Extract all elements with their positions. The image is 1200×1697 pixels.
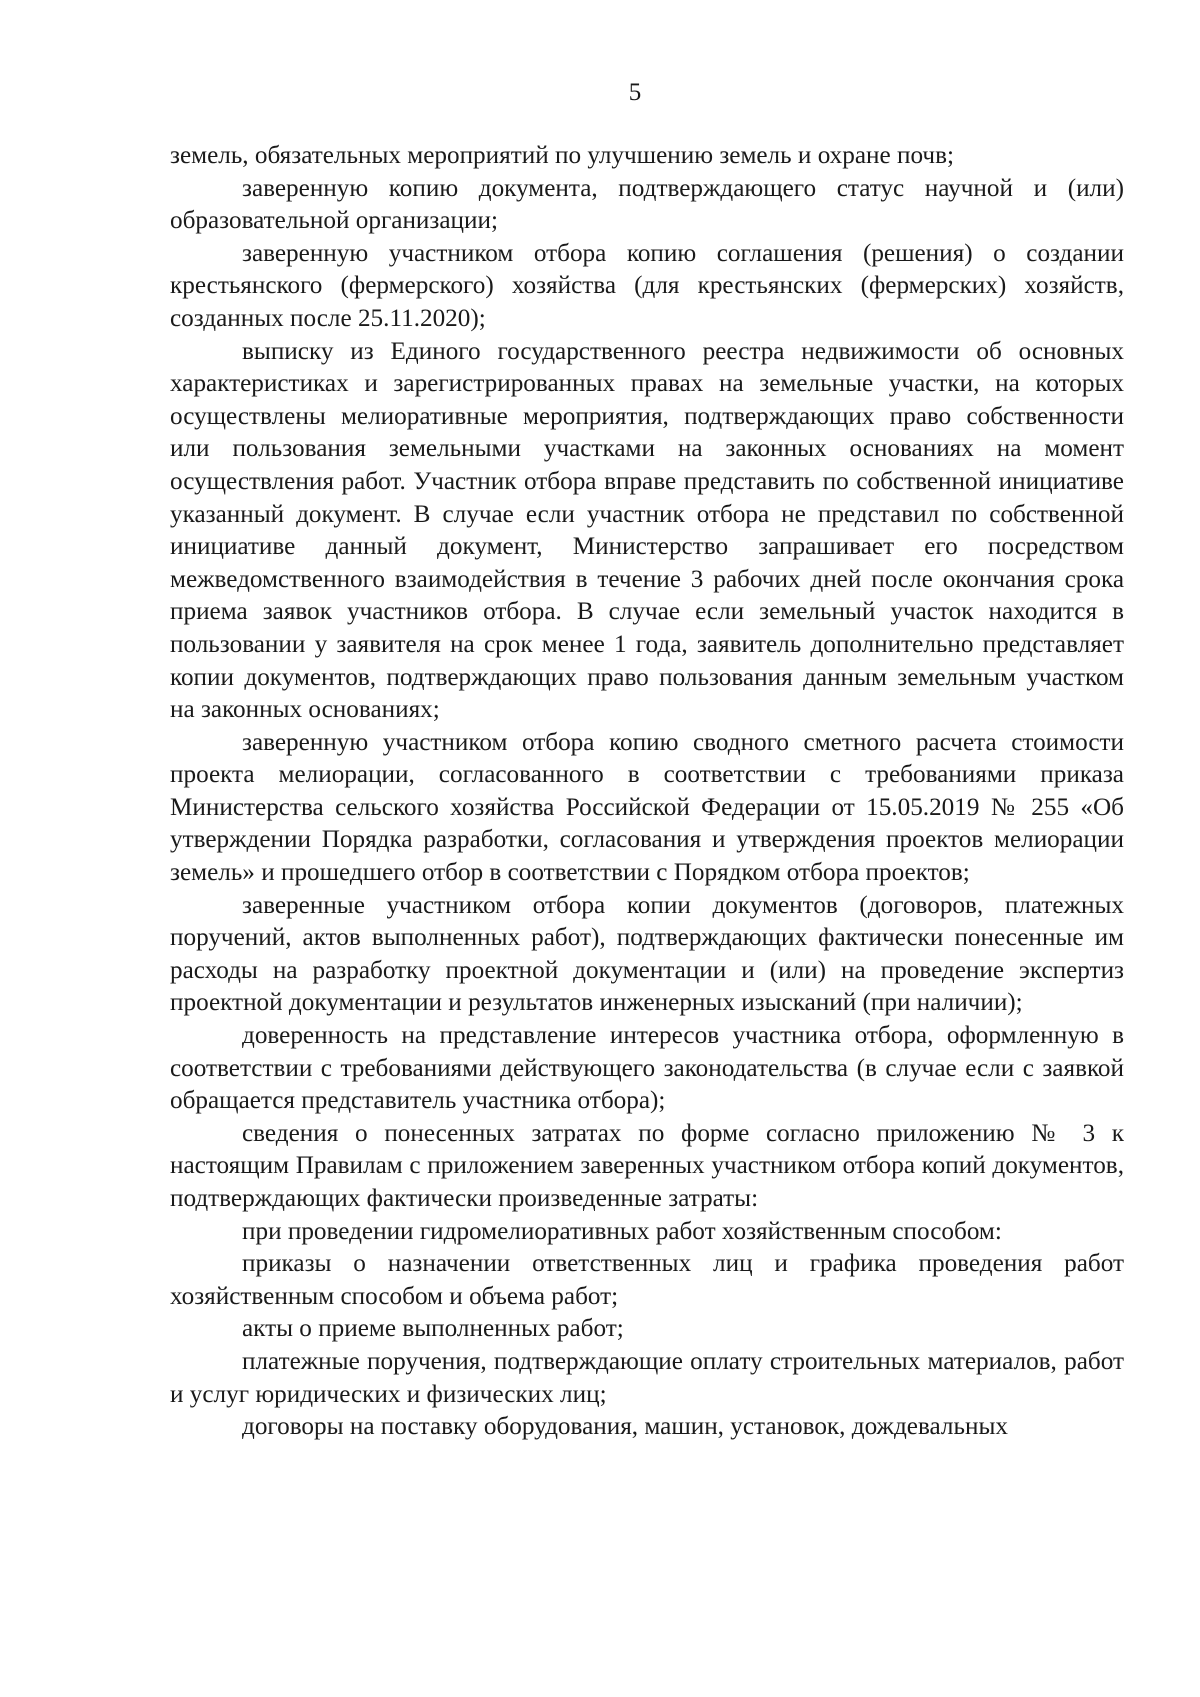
paragraph-incurred-costs: сведения о понесенных затратах по форме согласно приложению № 3 к настоящим Правилам с приложением заверенных участником отбора копий документов, подтверждающих фактически произведенные затраты: (170, 1119, 1124, 1212)
document-body (170, 140, 1124, 1444)
paragraph-certified-copy-status: заверенную копию документа, подтверждающего статус научной и (или) образовательной организации; (170, 174, 1124, 235)
paragraph-acceptance-acts: акты о приеме выполненных работ; (242, 1315, 624, 1343)
paragraph-registry-extract: выписку из Единого государственного реестра недвижимости об основных характеристиках и зарегистрированных правах на земельные участки, на которых осуществлены мелиоративные мероприятия, подтверждающих право собственности или пользования земельными участками на законных основаниях на момент осуществления работ. Участник отбора вправе представить по собственной инициативе указанный документ. В случае если участник отбора не представил по собственной инициативе данный документ, Министерство запрашивает его посредством межведомственного взаимодействия в течение 3 рабочих дней после окончания срока приема заявок участников отбора. В случае если земельный участок находится в пользовании у заявителя на срок менее 1 года, заявитель дополнительно представляет копии документов, подтверждающих право пользования данным земельным участком на законных основаниях; (170, 337, 1124, 724)
paragraph-cost-estimate-copy: заверенную участником отбора копию сводного сметного расчета стоимости проекта мелиорации, согласованного в соответствии с требованиями приказа Министерства сельского хозяйства Российской Федерации от 15.05.2019 № 255 «Об утверждении Порядка разработки, согласования и утверждения проектов мелиорации земель» и прошедшего отбор в соответствии с Порядком отбора проектов; (170, 728, 1124, 887)
paragraph-farm-agreement-copy: заверенную участником отбора копию соглашения (решения) о создании крестьянского (фермерского) хозяйства (для крестьянских (фермерских) хозяйств, созданных после 25.11.2020); (170, 239, 1124, 332)
paragraph-power-of-attorney: доверенность на представление интересов участника отбора, оформленную в соответствии с требованиями действующего законодательства (в случае если с заявкой обращается представитель участника отбора); (170, 1022, 1124, 1115)
paragraph-in-house-works: при проведении гидромелиоративных работ хозяйственным способом: (242, 1217, 1002, 1245)
paragraph-supply-contracts: договоры на поставку оборудования, машин, установок, дождевальных (242, 1413, 1008, 1441)
paragraph-expense-documents: заверенные участником отбора копии документов (договоров, платежных поручений, актов выполненных работ), подтверждающих фактически понесенные им расходы на разработку проектной документации и (или) на проведение экспертиз проектной документации и результатов инженерных изысканий (при наличии); (170, 891, 1124, 1017)
paragraph-payment-orders: платежные поручения, подтверждающие оплату строительных материалов, работ и услуг юридических и физических лиц; (170, 1347, 1124, 1408)
paragraph-continuation: земель, обязательных мероприятий по улучшению земель и охране почв; (170, 142, 954, 169)
page-number: 5 (628, 79, 642, 106)
paragraph-orders: приказы о назначении ответственных лиц и графика проведения работ хозяйственным способом и объема работ; (170, 1250, 1124, 1310)
